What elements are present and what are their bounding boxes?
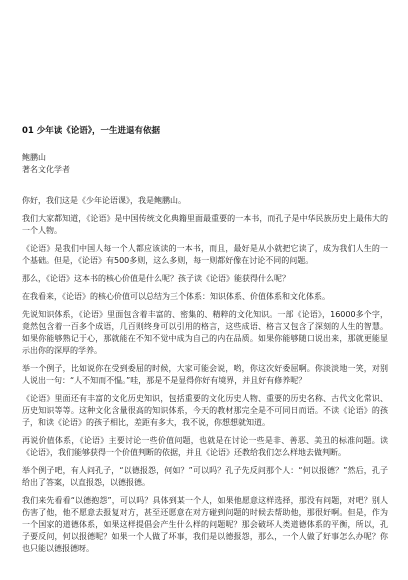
body-paragraph: 举一个例子，比如说你在受到委屈的时候，大家可能会说，哟，你这次好委屈啊。你淡淡地一笑，对别人说出一句：“人不知而不愠。”哇，那是不是显得你好有境界，并且好有修养呢？ bbox=[22, 364, 388, 385]
body-paragraph: 再说价值体系，《论语》主要讨论一些价值问题，也就是在讨论一些是非、善恶、美丑的标准问题。读《论语》，我们能够获得一个价值判断的依据，并且《论语》还教给我们怎么样地去做判断。 bbox=[22, 436, 388, 457]
body-paragraph: 我们大家都知道，《论语》是中国传统文化典籍里面最重要的一本书，而孔子是中华民族历史上最伟大的一个人物。 bbox=[22, 214, 388, 235]
body-paragraph: 《论语》里面还有丰富的文化历史知识，包括重要的文化历史人物、重要的历史名称、古代文化常识、历史知识等等。这种文化含量很高的知识体系，今天的教材那完全是不可同日而语。不读《论语》的孩子，和读《论语》的孩子相比，差距有多大，我不说，你想想就知道。 bbox=[22, 394, 388, 427]
author-name: 鲍鹏山 bbox=[22, 153, 46, 162]
author-title: 著名文化学者 bbox=[22, 165, 70, 174]
body-paragraph: 《论语》是我们中国人每一个人都应该读的一本书，而且，最好是从小就把它读了，成为我们人生的一个基础。但是，《论语》有500多则，这么多则，每一则都好像在讨论不同的问题。 bbox=[22, 244, 388, 265]
article-body bbox=[22, 195, 388, 561]
body-paragraph: 你好，我们这是《少年论语课》，我是鲍鹏山。 bbox=[22, 196, 186, 205]
author-block bbox=[22, 152, 386, 176]
section-title: 01 少年读《论语》，一生进退有依据 bbox=[22, 126, 161, 136]
body-paragraph: 举个例子吧，有人问孔子，“以德报怨，何如？”可以吗？孔子先反问那个人：“何以报德？”然后，孔子给出了答案，以直报怨，以德报德。 bbox=[22, 466, 388, 487]
body-paragraph: 先说知识体系，《论语》里面包含着丰富的、密集的、精粹的文化知识。一部《论语》，16000多个字，竟然包含着一百多个成语，几百则终身可以引用的格言，这些成语、格言又包含了深刻的人生的智慧。如果你能够熟记于心，那就能在不知不觉中成为自己的内在品质。如果你能够随口说出来，那就更能显示出你的深厚的学养。 bbox=[22, 310, 388, 355]
body-paragraph: 那么，《论语》这本书的核心价值是什么呢？孩子读《论语》能获得什么呢？ bbox=[22, 274, 290, 283]
body-paragraph: 我们来先看看“以德抱怨”，可以吗？具体到某一个人，如果他愿意这样选择，那没有问题，对吧？别人伤害了他，他不愿意去报复对方，甚至还愿意在对方碰到问题的时候去帮助他，那很好啊。但是，作为一个国家的道德体系，如果这样提倡会产生什么样的问题呢？那会破坏人类道德体系的平衡，所以，孔子要反问，何以报德呢？如果一个人做了坏事，我们是以德报怨，那么，一个人做了好事怎么办呢？你也只能以德报德呀。 bbox=[22, 496, 388, 553]
body-paragraph: 在我看来，《论语》的核心价值可以总结为三个体系：知识体系、价值体系和文化体系。 bbox=[22, 292, 330, 301]
